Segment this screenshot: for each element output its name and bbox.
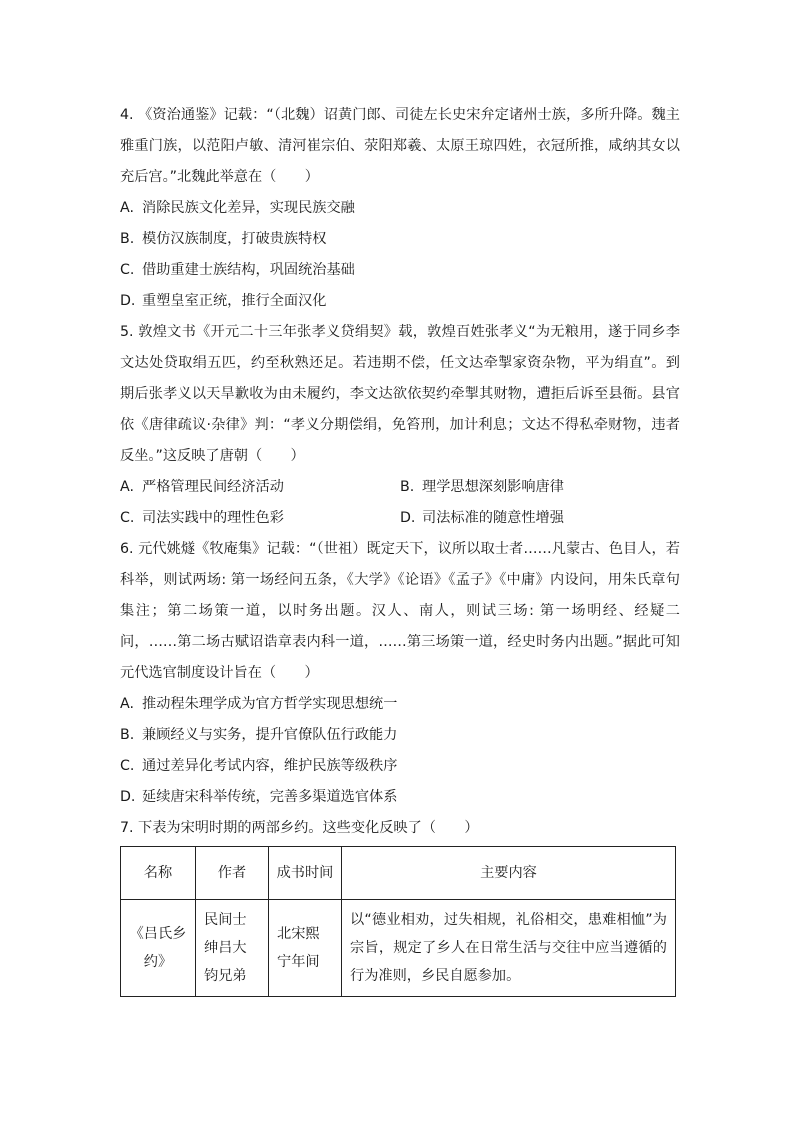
question-5-option-b: B. 理学思想深刻影响唐律 — [400, 479, 564, 495]
question-4-option-d: D. 重塑皇室正统，推行全面汉化 — [120, 293, 327, 309]
question-4-option-b: B. 模仿汉族制度，打破贵族特权 — [120, 231, 327, 247]
table-header-name: 名称 — [121, 847, 196, 900]
table-cell-content: 以“德业相劝，过失相规，礼俗相交，患难相恤”为宗旨，规定了乡人在日常生活与交往中应当遵循的行为准则，乡民自愿参加。 — [342, 900, 676, 997]
table-header-row — [121, 847, 676, 900]
question-6-option-b: B. 兼顾经义与实务，提升官僚队伍行政能力 — [120, 727, 398, 743]
question-5-option-d: D. 司法标准的随意性增强 — [400, 510, 564, 526]
question-6-option-c: C. 通过差异化考试内容，维护民族等级秩序 — [120, 758, 398, 774]
table-cell-date: 北宋熙宁年间 — [269, 900, 342, 997]
table-cell-name: 《吕氏乡约》 — [121, 900, 196, 997]
table-row — [121, 900, 676, 997]
question-5-stem: 5. 敦煌文书《开元二十三年张孝义贷绢契》载，敦煌百姓张孝义“为无粮用，遂于同乡李文达处贷取绢五匹，约至秋熟还足。若违期不偿，任文达牵掣家资杂物，平为绢直”。到期后张孝义以天旱歉收为由未履约，李文达欲依契约牵掣其财物，遭拒后诉至县衙。县官依《唐律疏议·杂律》判：“孝义分期偿绢，免笞刑，加计利息；文达不得私牵财物，违者反坐。”这反映了唐朝（ ） — [120, 324, 680, 464]
question-5-options-row-1 — [120, 472, 680, 503]
question-4-stem: 4. 《资治通鉴》记载：“（北魏）诏黄门郎、司徒左长史宋弁定诸州士族，多所升降。魏主雅重门族，以范阳卢敏、清河崔宗伯、荥阳郑羲、太原王琼四姓，衣冠所推，咸纳其女以充后宫。”北魏此举意在（ ） — [120, 107, 680, 185]
question-4-option-a: A. 消除民族文化差异，实现民族交融 — [120, 200, 355, 216]
township-compact-table — [120, 846, 676, 997]
table-cell-author: 民间士绅吕大钧兄弟 — [196, 900, 269, 997]
question-content — [120, 100, 680, 997]
question-4-option-c: C. 借助重建士族结构，巩固统治基础 — [120, 262, 355, 278]
question-6-option-a: A. 推动程朱理学成为官方哲学实现思想统一 — [120, 696, 398, 712]
table-header-content: 主要内容 — [342, 847, 676, 900]
question-6-stem: 6. 元代姚燧《牧庵集》记载：“（世祖）既定天下，议所以取士者……凡蒙古、色目人，若科举，则试两场: 第一场经问五条，《大学》《论语》《孟子》《中庸》内设问，用朱氏章句集注；第二场策一道，以时务出题。汉人、南人，则试三场: 第一场明经、经疑二问，……第二场古赋诏诰章表内科一道，……第三场策一道，经史时务内出题。”据此可知元代选官制度设计旨在（ ） — [120, 541, 680, 681]
question-6-option-d: D. 延续唐宋科举传统，完善多渠道选官体系 — [120, 789, 398, 805]
question-7-stem: 7. 下表为宋明时期的两部乡约。这些变化反映了（ ） — [120, 820, 479, 836]
question-5-option-c: C. 司法实践中的理性色彩 — [120, 510, 284, 526]
table-header-author: 作者 — [196, 847, 269, 900]
table-header-date: 成书时间 — [269, 847, 342, 900]
question-5-option-a: A. 严格管理民间经济活动 — [120, 479, 284, 495]
question-5-options-row-2 — [120, 503, 680, 534]
